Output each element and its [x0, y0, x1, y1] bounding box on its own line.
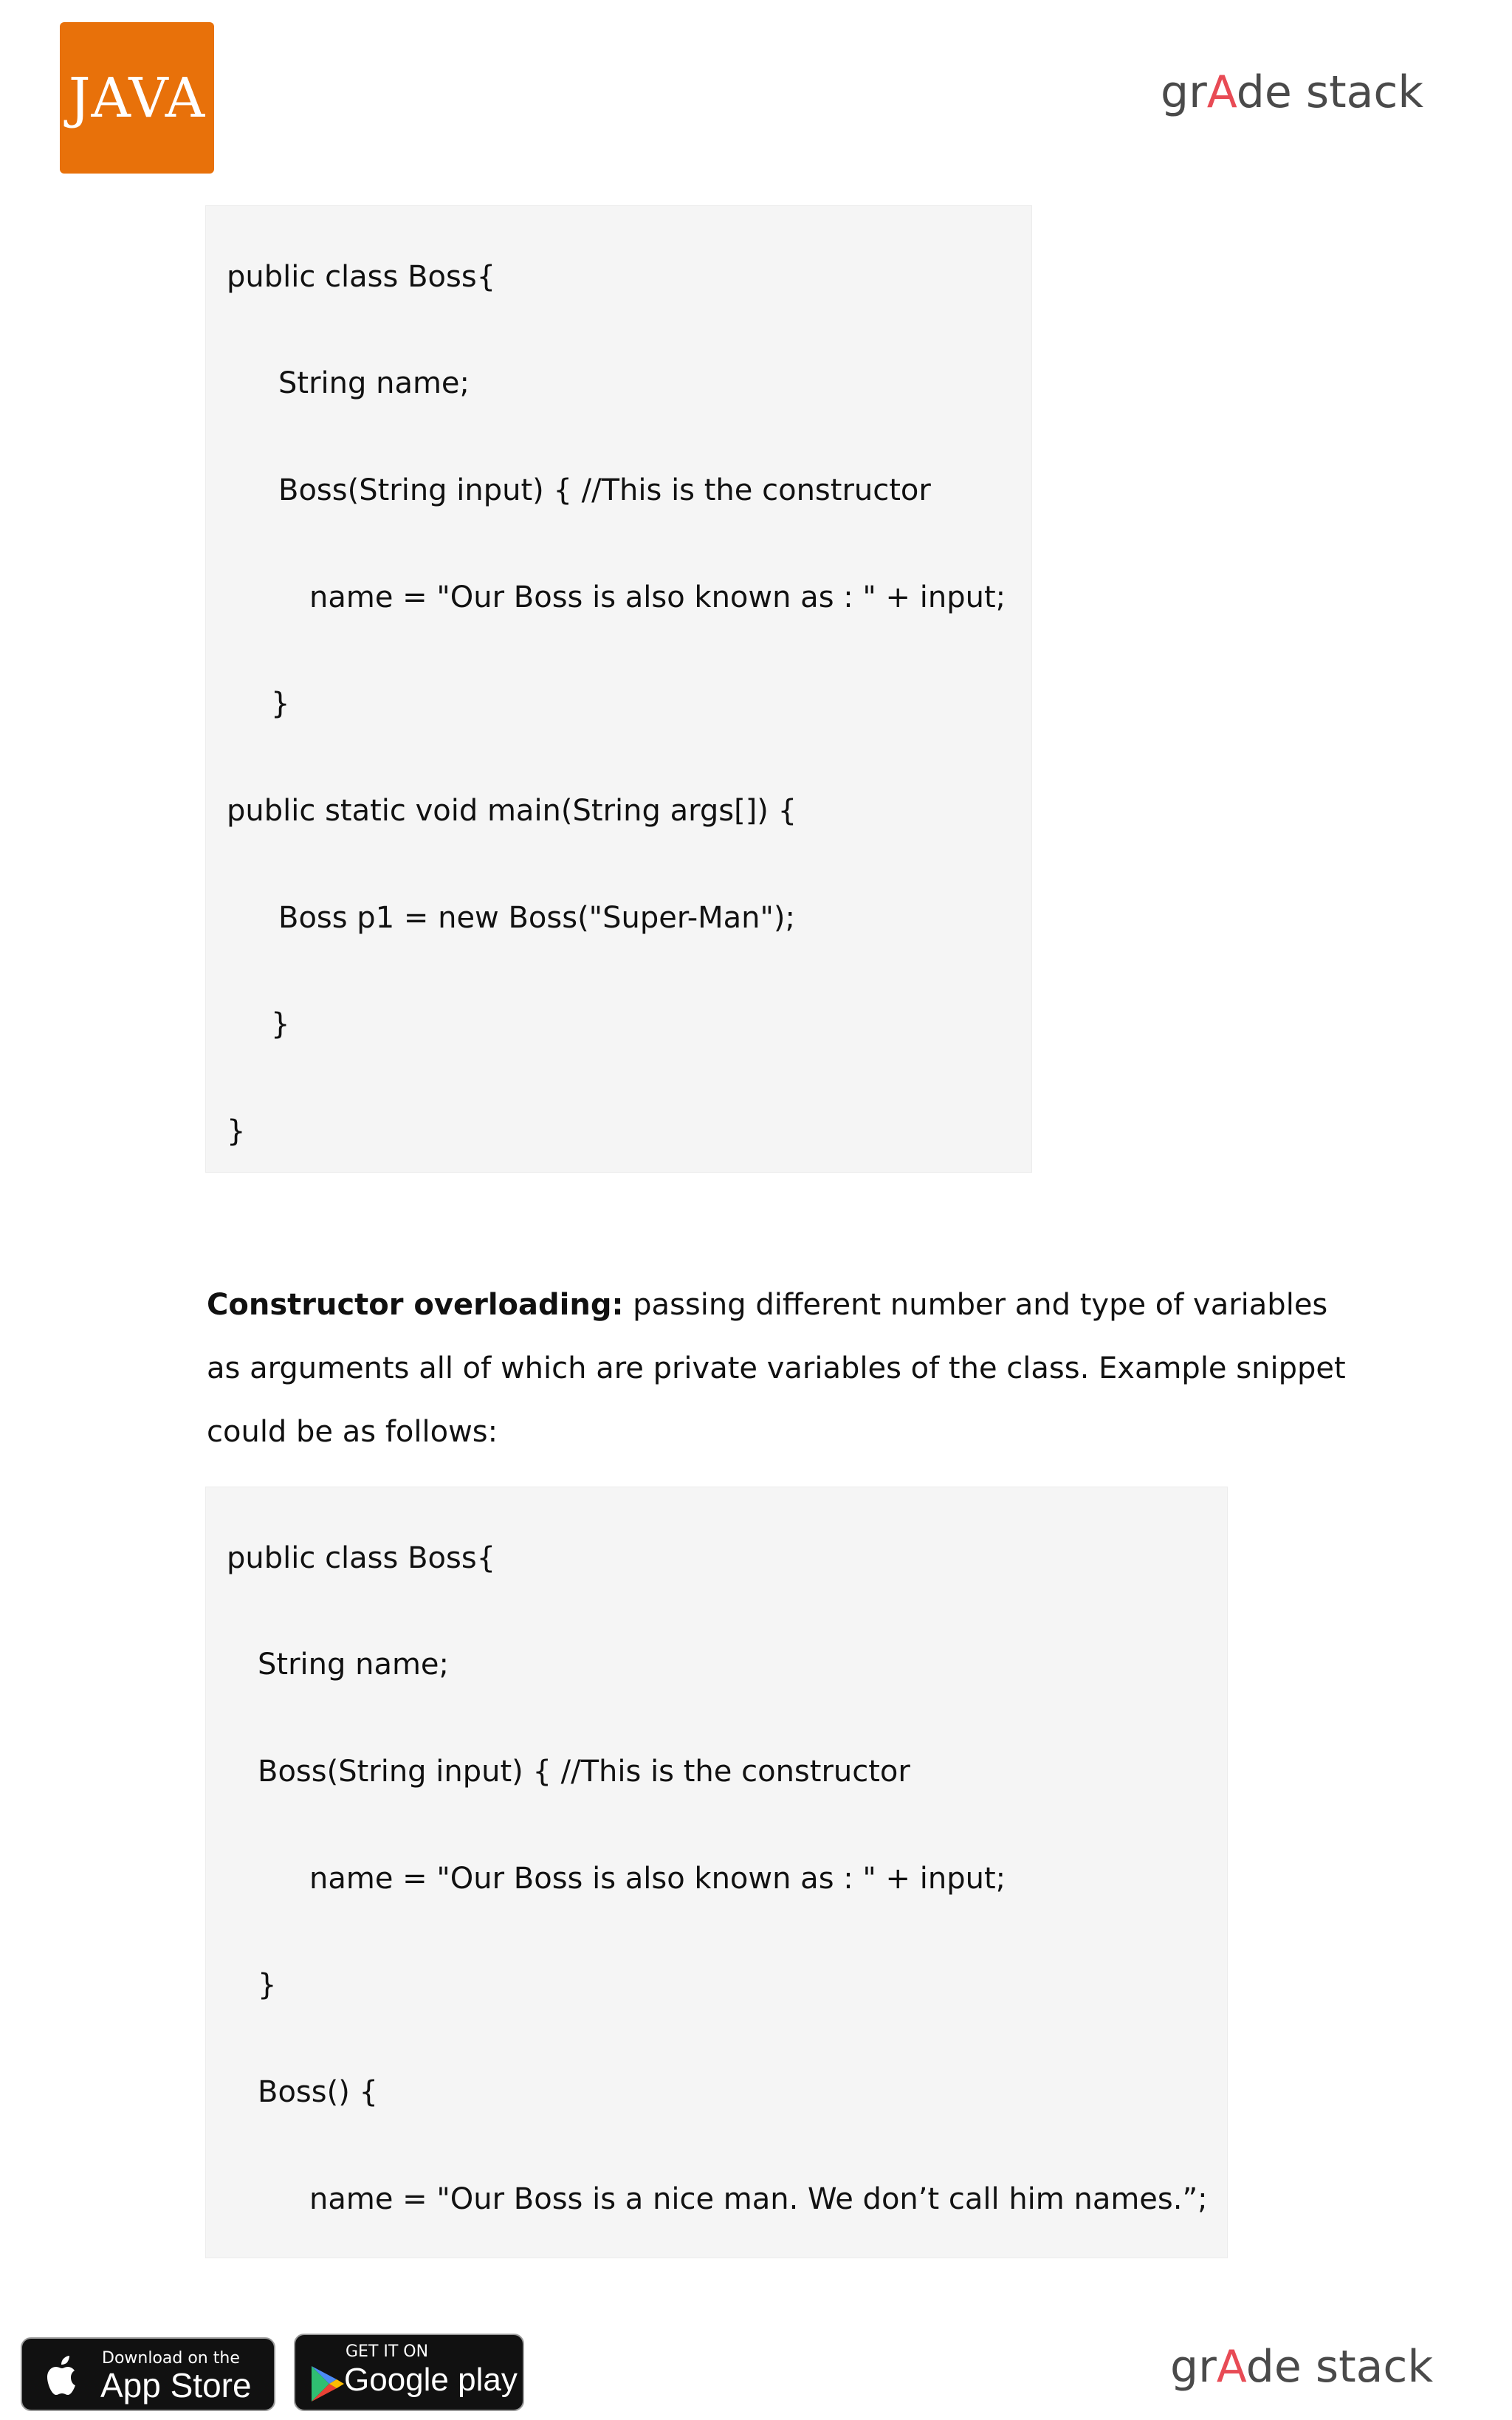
apple-icon — [43, 2354, 83, 2398]
code-line: public static void main(String args[]) { — [227, 794, 797, 828]
apple-badge-small: Download on the — [102, 2349, 240, 2368]
app-store-badge[interactable] — [21, 2337, 275, 2411]
code-line: String name; — [278, 366, 470, 400]
code-line: } — [258, 1968, 277, 2002]
brand-accent: A — [1206, 66, 1237, 118]
brand-text-2: de stack — [1236, 66, 1424, 118]
code-line: public class Boss{ — [227, 1541, 496, 1575]
code-line: Boss(String input) { //This is the constructor — [258, 1755, 910, 1789]
gradestack-logo — [1161, 66, 1423, 118]
code-line: Boss() { — [258, 2075, 378, 2109]
code-line: name = "Our Boss is a nice man. We don’t call him names.”; — [309, 2182, 1208, 2216]
google-badge-small: GET IT ON — [346, 2342, 429, 2361]
google-play-icon — [307, 2363, 348, 2404]
code-block-2 — [205, 1487, 1228, 2258]
paragraph-bold-term: Constructor overloading: — [207, 1288, 624, 1322]
body-paragraph — [207, 1273, 1358, 1464]
code-line: Boss p1 = new Boss("Super-Man"); — [278, 901, 795, 935]
paragraph-line-1 — [207, 1273, 1358, 1337]
code-line: } — [227, 1114, 246, 1148]
code-line: } — [271, 1007, 290, 1041]
brand-text-1: gr — [1161, 66, 1207, 118]
code-line: name = "Our Boss is also known as : " + input; — [309, 580, 1006, 614]
code-block-1 — [205, 205, 1032, 1173]
google-play-badge[interactable] — [294, 2334, 524, 2411]
code-line: name = "Our Boss is also known as : " + input; — [309, 1862, 1006, 1896]
code-line: public class Boss{ — [227, 260, 496, 294]
brand-text-2: de stack — [1245, 2341, 1434, 2393]
paragraph-text: passing different number and type of variables — [623, 1288, 1328, 1322]
code-line: String name; — [258, 1648, 450, 1682]
brand-accent: A — [1216, 2341, 1246, 2393]
google-badge-big: Google play — [344, 2362, 518, 2398]
paragraph-line-2: as arguments all of which are private variables of the class. Example snippet — [207, 1351, 1346, 1385]
code-line: Boss(String input) { //This is the constructor — [278, 473, 931, 507]
brand-text-1: gr — [1170, 2341, 1217, 2393]
gradestack-logo-footer — [1170, 2341, 1433, 2393]
code-line: } — [271, 687, 290, 721]
paragraph-line-3: could be as follows: — [207, 1415, 498, 1449]
apple-badge-big: App Store — [100, 2366, 252, 2404]
java-logo: JAVA — [60, 22, 214, 174]
